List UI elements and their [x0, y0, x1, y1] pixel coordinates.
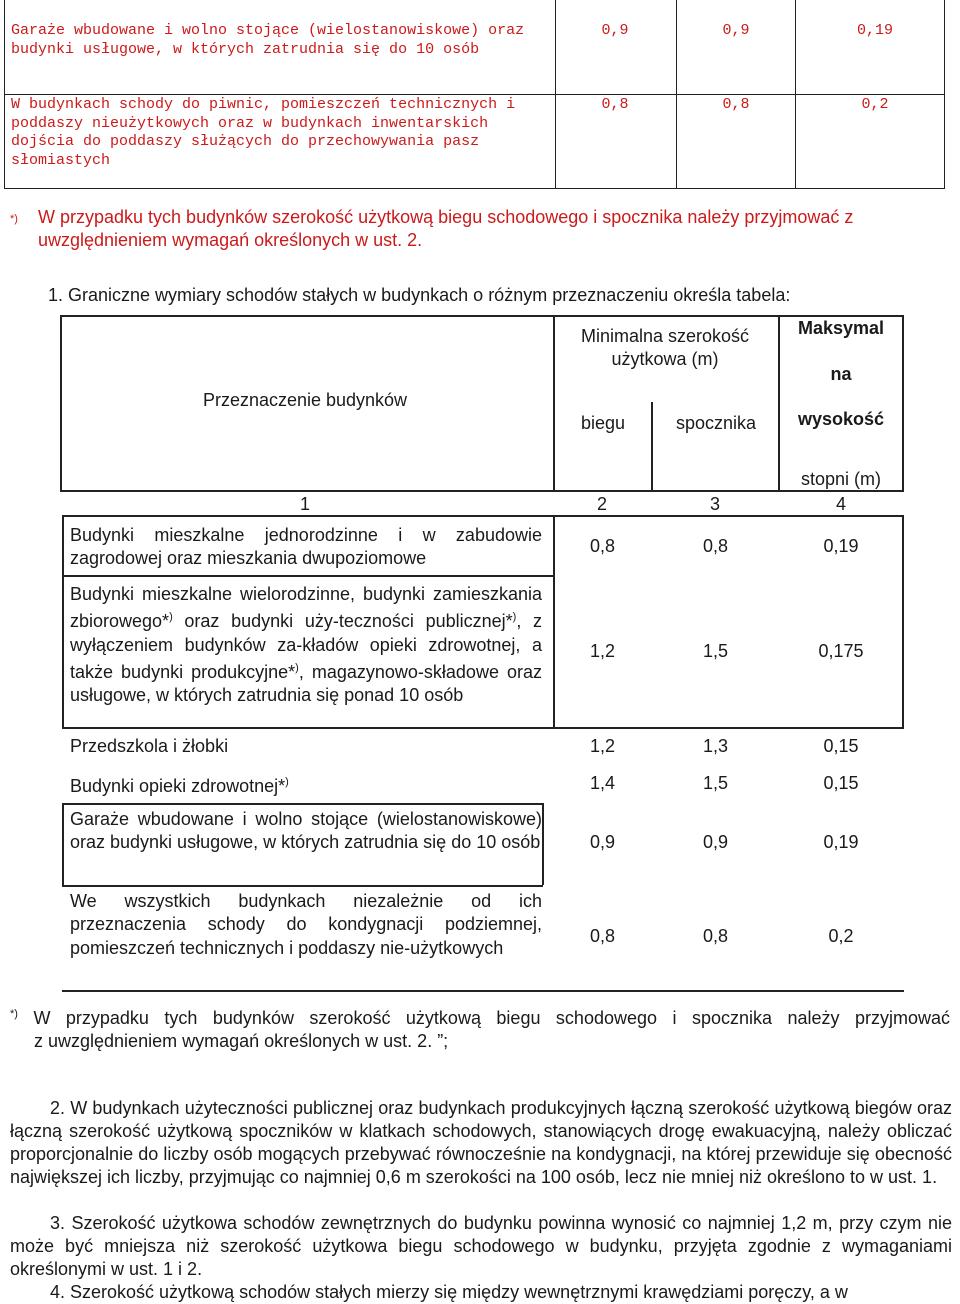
table-cell: 1,2	[589, 736, 616, 756]
table-cell: 1,2	[589, 641, 616, 661]
col-divider	[795, 0, 796, 188]
table-row-label: Budynki mieszkalne jednorodzinne i w zabudowie zagrodowej oraz mieszkania dwupoziomowe	[70, 525, 542, 569]
row-divider	[5, 94, 944, 95]
table-row-label: Garaże wbudowane i wolno stojące (wielostanowiskowe) oraz budynki usługowe, w których zatrudnia się do 10 osób	[70, 809, 542, 853]
table-row-label: Garaże wbudowane i wolno stojące (wielostanowiskowe) oraz budynki usługowe, w których zatrudnia się do 10 osób	[11, 22, 525, 58]
top-table	[4, 0, 945, 189]
table-cell: 0,2	[861, 96, 889, 113]
footnote-2: *) W przypadku tych budynków szerokość użytkową biegu schodowego i spocznika należy przyjmować z uwzględnieniem wymagań określonych w ust. 2. ”;	[10, 1008, 950, 1051]
table-cell: 0,8	[702, 926, 729, 946]
header-min-width: Minimalna szerokość użytkowa (m)	[580, 326, 750, 370]
paragraph-1: 1. Graniczne wymiary schodów stałych w budynkach o różnym przeznaczeniu określa tabela:	[48, 285, 791, 305]
header-max-2: na	[830, 364, 852, 384]
header-max-1: Maksymal	[797, 318, 885, 338]
footnote-text: W przypadku tych budynków szerokość użytkową biegu schodowego i spocznika należy przyjmować z uwzględnieniem wymagań określonych w ust. 2.	[38, 207, 854, 250]
table-cell: 0,8	[722, 96, 750, 113]
header-purpose: Przeznaczenie budynków	[202, 390, 408, 410]
table-cell: 0,8	[601, 96, 629, 113]
col-number: 3	[709, 494, 720, 514]
paragraph-3: 3. Szerokość użytkowa schodów zewnętrznych do budynku powinna wynosić co najmniej 1,2 m, przy czym nie może być mniejsza niż szerokość użytkowa biegu schodowego w budynku, przyjęta zgodnie z wymaganiami określonymi w ust. 1 i 2.	[10, 1213, 952, 1279]
table-cell: 0,19	[856, 22, 893, 39]
footnote-mark: *)	[10, 213, 18, 225]
table-cell: 0,9	[722, 22, 750, 39]
table-cell: 0,15	[823, 773, 859, 793]
table-row-label: Budynki mieszkalne wielorodzinne, budynki zamieszkania zbiorowego*) oraz budynki uży-teczności publicznej*), z wyłączeniem budynków za-kładów opieki zdrowotnej, a także budynki produkcyjne*), magazynowo-składowe oraz usługowe, w których zatrudnia się ponad 10 osób	[70, 584, 542, 706]
table-row-label: Budynki opieki zdrowotnej*)	[70, 776, 289, 796]
table-cell: 0,15	[823, 736, 859, 756]
table-cell: 0,2	[828, 926, 854, 946]
table-cell: 1,5	[702, 641, 729, 661]
table-cell: 1,3	[702, 736, 729, 756]
table-cell: 0,175	[818, 641, 864, 661]
table-cell: 0,19	[823, 536, 859, 556]
paragraph-4: 4. Szerokość użytkową schodów stałych mierzy się między wewnętrznymi krawędziami poręczy, a w	[50, 1282, 848, 1302]
header-max-4: stopni (m)	[800, 469, 881, 489]
header-spocznika: spocznika	[675, 413, 757, 433]
col-number: 2	[596, 494, 607, 514]
table-row-label: Przedszkola i żłobki	[70, 736, 229, 756]
table-cell: 0,8	[589, 536, 616, 556]
table-cell: 0,9	[601, 22, 629, 39]
header-max-3: wysokość	[797, 409, 885, 429]
header-biegu: biegu	[580, 413, 626, 433]
table-cell: 0,8	[589, 926, 616, 946]
table-cell: 1,4	[589, 773, 616, 793]
table-cell: 1,5	[702, 773, 729, 793]
table-cell: 0,9	[702, 832, 729, 852]
col-divider	[555, 0, 556, 188]
table-row-label: W budynkach schody do piwnic, pomieszczeń technicznych i poddaszy nieużytkowych oraz w budynkach inwentarskich dojścia do poddaszy służących do przechowywania pasz słomiastych	[11, 96, 516, 169]
table-cell: 0,9	[589, 832, 616, 852]
table-cell: 0,19	[823, 832, 859, 852]
paragraph-2: 2. W budynkach użyteczności publicznej oraz budynkach produkcyjnych łączną szerokość użytkową biegów oraz łączną szerokość użytkową spoczników w klatkach schodowych, stanowiących drogę ewakuacyjną, należy obliczać proporcjonalnie do liczby osób mogących przebywać równocześnie na kondygnacji, na której przewiduje się obecność największej ich liczby, przyjmując co najmniej 0,6 m szerokości na 100 osób, lecz nie mniej niż określono to w ust. 1.	[10, 1098, 952, 1187]
table-cell: 0,8	[702, 536, 729, 556]
col-number: 4	[835, 494, 846, 514]
footnote-mark: *)	[10, 1008, 18, 1020]
col-divider	[676, 0, 677, 188]
col-number: 1	[299, 494, 310, 514]
table-row-label: We wszystkich budynkach niezależnie od ich przeznaczenia schody do kondygnacji podziemnej, pomieszczeń technicznych i poddaszy nie-użytkowych	[70, 891, 542, 958]
